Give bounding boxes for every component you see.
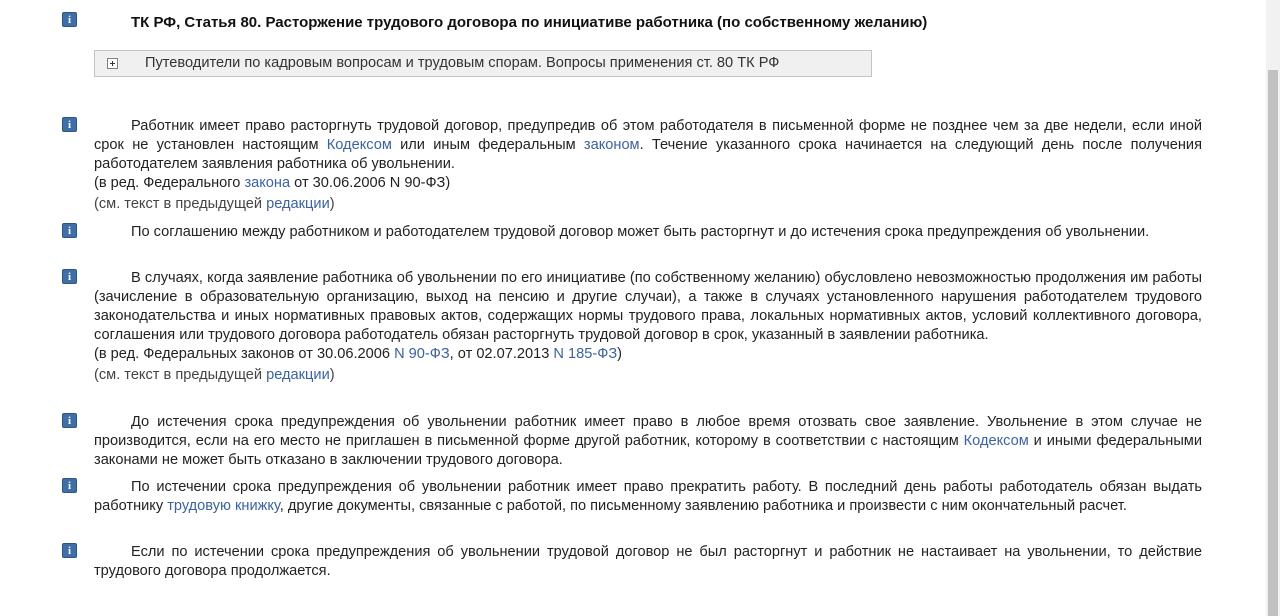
scrollbar-thumb[interactable] — [1268, 70, 1278, 616]
redaktsii-link[interactable]: редакции — [266, 196, 330, 212]
expand-plus-icon[interactable] — [107, 58, 118, 69]
amendment-note — [94, 345, 1202, 364]
previous-edition-note — [94, 195, 1202, 214]
law-185-link[interactable]: N 185-ФЗ — [553, 346, 618, 362]
text: или иным федеральным — [391, 137, 584, 153]
text: ) — [329, 367, 335, 383]
zakon-link[interactable]: законом — [583, 137, 640, 153]
text: ) — [329, 196, 335, 212]
text: Работник имеет право расторгнуть трудовой договор, предупредив об этом работодателя в письменной форме не позднее чем за две недели, если иной срок не установлен настоящим — [94, 118, 1202, 153]
text: ) — [617, 346, 623, 362]
paragraph-2 — [94, 223, 1202, 242]
info-icon[interactable]: i — [62, 12, 77, 27]
text: и иными федеральными законами не может быть отказано в заключении трудового договора. — [94, 433, 1202, 468]
zakon-link[interactable]: закона — [244, 175, 291, 191]
text: (см. текст в предыдущей — [94, 196, 267, 212]
paragraph-1 — [94, 117, 1202, 214]
kodeks-link[interactable]: Кодексом — [326, 137, 392, 153]
vertical-scrollbar[interactable] — [1266, 0, 1280, 616]
paragraph-4 — [94, 413, 1202, 470]
text: По соглашению между работником и работодателем трудовой договор может быть расторгнут и до истечения срока предупреждения об увольнении. — [131, 224, 1150, 240]
text: , от 02.07.2013 — [449, 346, 554, 362]
guide-label[interactable]: Путеводители по кадровым вопросам и трудовым спорам. Вопросы применения ст. 80 ТК РФ — [145, 55, 780, 71]
text: В случаях, когда заявление работника об увольнении по его инициативе (по собственному желанию) обусловлено невозможностью продолжения им работы (зачисление в образовательную организацию, выход на пенсию и другие случаи), а также в случаях установленного нарушения работодателем трудового законодательства и иных нормативных правовых актов, содержащих нормы трудового права, локальных нормативных актов, условий коллективного договора, соглашения или трудового договора работодатель обязан расторгнуть трудовой договор в срок, указанный в заявлении работника. — [94, 270, 1202, 343]
law-90-link[interactable]: N 90-ФЗ — [394, 346, 450, 362]
amendment-note — [94, 174, 1202, 193]
info-icon[interactable]: i — [62, 223, 77, 238]
paragraph-5 — [94, 478, 1202, 516]
article-title: ТК РФ, Статья 80. Расторжение трудового договора по инициативе работника (по собственному желанию) — [131, 14, 928, 31]
text: от 30.06.2006 N 90-ФЗ) — [290, 175, 451, 191]
paragraph-3 — [94, 269, 1202, 385]
info-icon[interactable]: i — [62, 543, 77, 558]
text: . Течение указанного срока начинается на следующий день после получения работодателем заявления работника об увольнении. — [94, 137, 1202, 172]
previous-edition-note — [94, 366, 1202, 385]
guide-expander[interactable] — [94, 50, 872, 77]
info-icon[interactable]: i — [62, 478, 77, 493]
info-icon[interactable]: i — [62, 117, 77, 132]
info-icon[interactable]: i — [62, 269, 77, 284]
text: (в ред. Федерального — [94, 175, 245, 191]
kodeks-link[interactable]: Кодексом — [963, 433, 1029, 449]
text: (в ред. Федеральных законов от 30.06.2006 — [94, 346, 395, 362]
redaktsii-link[interactable]: редакции — [266, 367, 330, 383]
text: , другие документы, связанные с работой, по письменному заявлению работника и произвести с ним окончательный расчет. — [279, 498, 1127, 514]
text: Если по истечении срока предупреждения об увольнении трудовой договор не был расторгнут и работник не настаивает на увольнении, то действие трудового договора продолжается. — [94, 544, 1202, 579]
text: (см. текст в предыдущей — [94, 367, 267, 383]
text: По истечении срока предупреждения об увольнении работник имеет право прекратить работу. В последний день работы работодатель обязан выдать работнику — [94, 479, 1202, 514]
trudovaya-knizhka-link[interactable]: трудовую книжку — [167, 498, 280, 514]
info-icon[interactable]: i — [62, 413, 77, 428]
text: До истечения срока предупреждения об увольнении работник имеет право в любое время отозвать свое заявление. Увольнение в этом случае не производится, если на его место не приглашен в письменной форме другой работник, которому в соответствии с настоящим — [94, 414, 1202, 449]
paragraph-6 — [94, 543, 1202, 581]
